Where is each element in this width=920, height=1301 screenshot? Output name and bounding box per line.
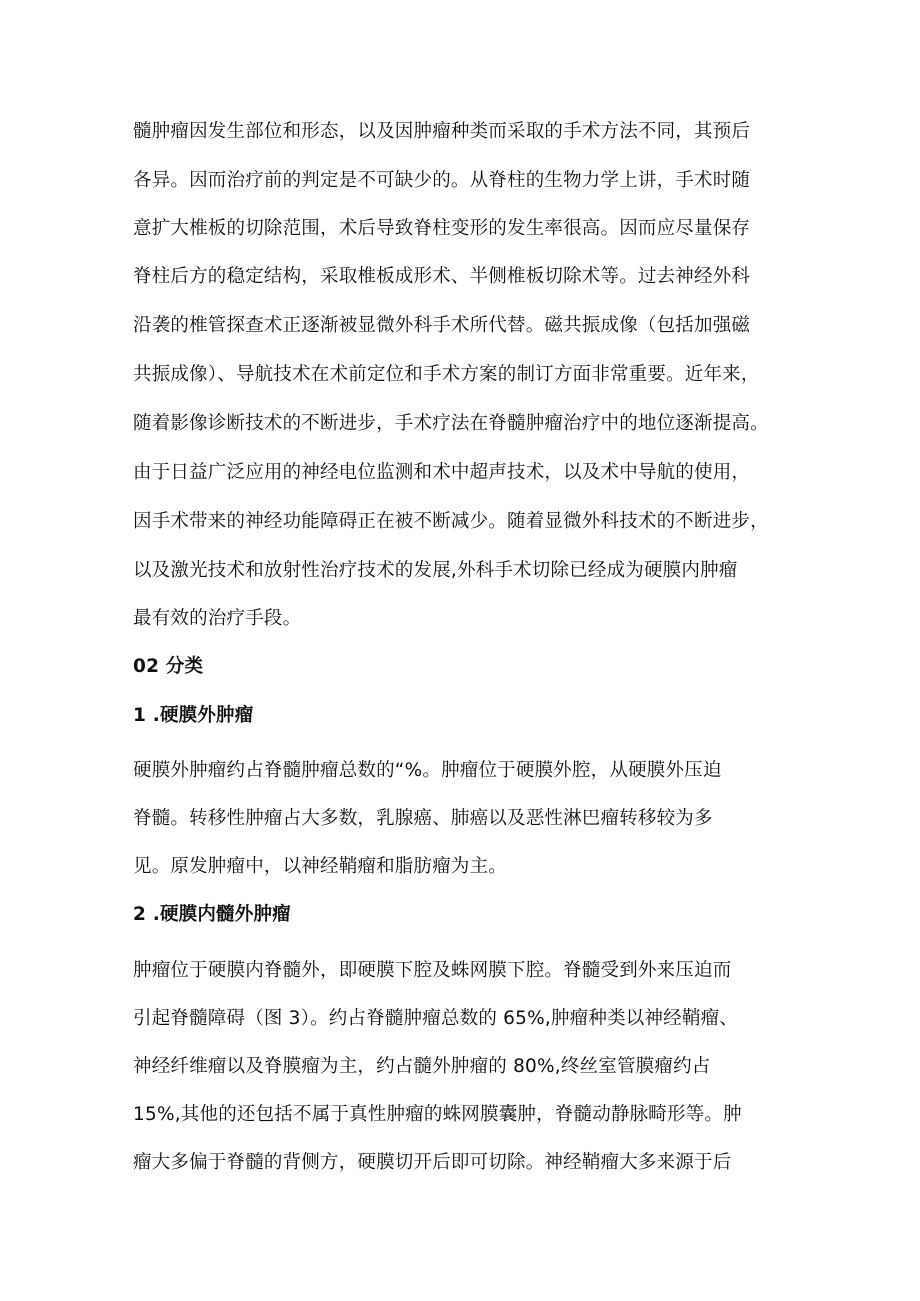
subsection-heading: 2 .硬膜内髓外肿瘤 — [133, 904, 291, 925]
paragraph-line: 脊柱后方的稳定结构，采取椎板成形术、半侧椎板切除术等。过去神经外科 — [133, 266, 751, 287]
paragraph-line: 沿袭的椎管探查术正逐渐被显微外科手术所代替。磁共振成像（包括加强磁 — [133, 315, 751, 336]
paragraph-line: 15%,其他的还包括不属于真性肿瘤的蛛网膜囊肿，脊髓动静脉畸形等。肿 — [133, 1104, 742, 1125]
paragraph-line: 肿瘤位于硬膜内脊髓外，即硬膜下腔及蛛网膜下腔。脊髓受到外来压迫而 — [133, 960, 732, 981]
paragraph-line: 意扩大椎板的切除范围，术后导致脊柱变形的发生率很高。因而应尽量保存 — [133, 218, 751, 239]
paragraph-line: 因手术带来的神经功能障碍正在被不断减少。随着显微外科技术的不断进步， — [133, 511, 769, 532]
paragraph-line: 神经纤维瘤以及脊膜瘤为主，约占髓外肿瘤的 80%,终丝室管膜瘤约占 — [133, 1056, 711, 1077]
paragraph-line: 髓肿瘤因发生部位和形态，以及因肿瘤种类而采取的手术方法不同，其预后 — [133, 121, 751, 142]
paragraph-line: 见。原发肿瘤中，以神经鞘瘤和脂肪瘤为主。 — [133, 856, 508, 877]
subsection-heading: 1 .硬膜外肿瘤 — [133, 705, 254, 726]
paragraph-line: 随着影像诊断技术的不断进步，手术疗法在脊髓肿瘤治疗中的地位逐渐提高。 — [133, 413, 769, 434]
paragraph-line: 脊髓。转移性肿瘤占大多数，乳腺癌、肺癌以及恶性淋巴瘤转移较为多 — [133, 808, 713, 829]
section-heading: 02 分类 — [133, 656, 204, 677]
paragraph-line: 引起脊髓障碍（图 3）。约占脊髓肿瘤总数的 65%,肿瘤种类以神经鞘瘤、 — [133, 1008, 738, 1029]
paragraph-line: 由于日益广泛应用的神经电位监测和术中超声技术，以及术中导航的使用， — [133, 462, 751, 483]
paragraph-line: 最有效的治疗手段。 — [133, 608, 302, 629]
paragraph-line: 共振成像）、导航技术在术前定位和手术方案的制订方面非常重要。近年来， — [133, 364, 760, 385]
paragraph-line: 各异。因而治疗前的判定是不可缺少的。从脊柱的生物力学上讲，手术时随 — [133, 170, 751, 191]
paragraph-line: 以及激光技术和放射性治疗技术的发展,外科手术切除已经成为硬膜内肿瘤 — [133, 560, 738, 581]
paragraph-line: 瘤大多偏于脊髓的背侧方，硬膜切开后即可切除。神经鞘瘤大多来源于后 — [133, 1152, 732, 1173]
paragraph-line: 硬膜外肿瘤约占脊髓肿瘤总数的“%。肿瘤位于硬膜外腔，从硬膜外压迫 — [133, 760, 722, 781]
